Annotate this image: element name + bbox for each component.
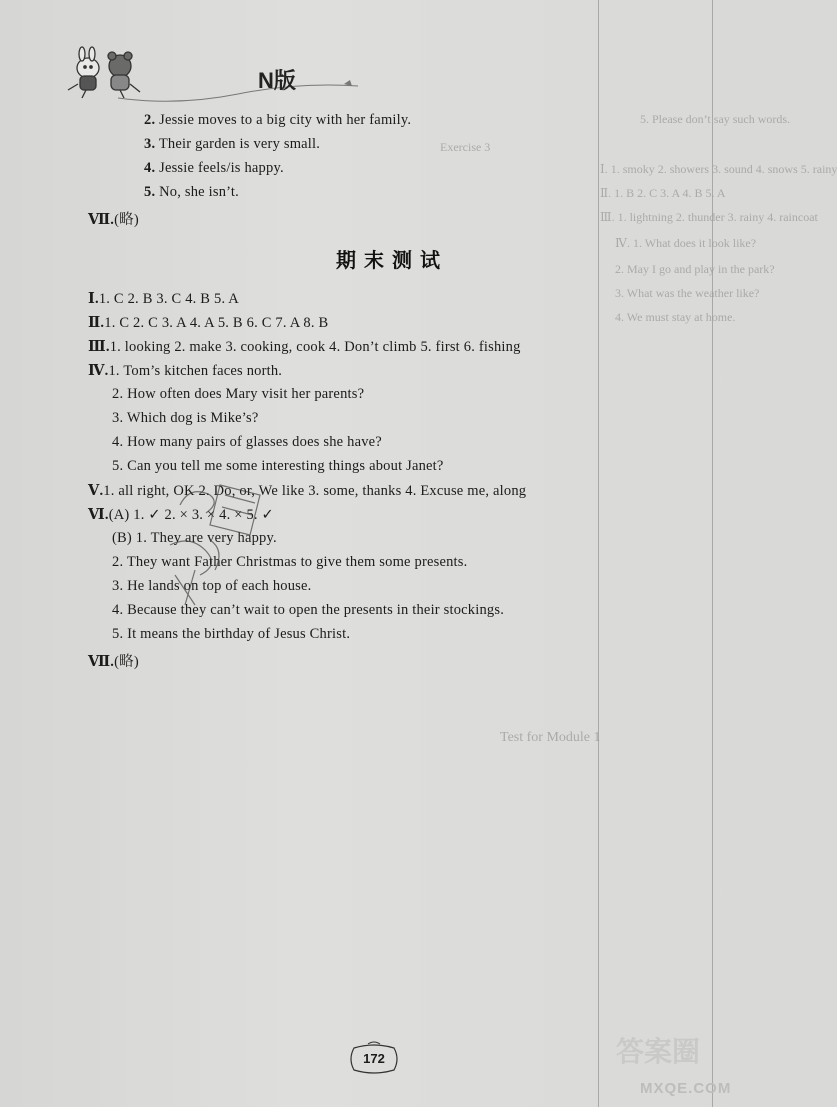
answer-line: 5. Can you tell me some interesting things about Janet? [112,458,444,474]
answer-line: 3. He lands on top of each house. [112,578,312,594]
header-curve-icon [118,80,358,104]
answer-row-iii: Ⅲ.1. looking 2. make 3. cooking, cook 4. Don’t climb 5. first 6. fishing [88,339,521,355]
answer-line: 3. Which dog is Mike’s? [112,410,259,426]
handwritten-scribble-icon [150,465,280,615]
bleed-text: 3. What was the weather like? [615,286,760,300]
answer-row-iv: Ⅳ.1. Tom’s kitchen faces north. [88,363,283,379]
watermark-logo: 答案圈 [616,1035,701,1068]
answer-line: 5. It means the birthday of Jesus Christ. [112,626,351,642]
bleed-text: 5. Please don’t say such words. [640,112,791,126]
answer-row-i: Ⅰ.1. C 2. B 3. C 4. B 5. A [88,291,239,307]
edition-label: N版 [258,68,296,93]
page-number: 172 [348,1042,400,1076]
bleed-text: Ⅳ. 1. What does it look like? [615,236,757,250]
answer-line: 4. Because they can’t wait to open the presents in their stockings. [112,602,505,618]
answer-line: 4. How many pairs of glasses does she have? [112,434,382,450]
answer-row-v: Ⅴ.1. all right, OK 2. Do, or, We like 3. some, thanks 4. Excuse me, along [88,483,527,499]
answer-row-ii: Ⅱ.1. C 2. C 3. A 4. A 5. B 6. C 7. A 8. B [88,315,329,331]
answer-line: 4. Jessie feels/is happy. [144,160,284,176]
answer-line: 2. They want Father Christmas to give them some presents. [112,554,468,570]
bleed-text: Exercise 3 [440,140,491,154]
answer-line: 2. How often does Mary visit her parents? [112,386,365,402]
answer-row-vi: Ⅵ.(A) 1. ✓ 2. × 3. × 4. × 5. ✓ [88,507,274,523]
bleed-text: Test for Module 1 [500,730,601,745]
bleed-text: Ⅱ. 1. B 2. C 3. A 4. B 5. A [600,186,726,200]
answer-row-vii: Ⅶ.(略) [88,654,139,670]
binding-rule [598,0,599,1107]
bleed-text: Ⅲ. 1. lightning 2. thunder 3. rainy 4. raincoat [600,210,818,224]
answer-line: 3. Their garden is very small. [144,136,321,152]
page-header [58,44,358,104]
bleed-text: 2. May I go and play in the park? [615,262,775,276]
answer-line: Ⅶ.(略) [88,212,139,228]
section-title: 期末测试 [336,248,448,272]
watermark-url: MXQE.COM [640,1080,732,1097]
answer-line: (B) 1. They are very happy. [112,530,277,546]
bleed-text: Ⅰ. 1. smoky 2. showers 3. sound 4. snows 5. rainy [600,162,837,176]
answer-line: 2. Jessie moves to a big city with her family. [144,112,412,128]
answer-line: 5. No, she isn’t. [144,184,239,200]
bleed-text: 4. We must stay at home. [615,310,736,324]
